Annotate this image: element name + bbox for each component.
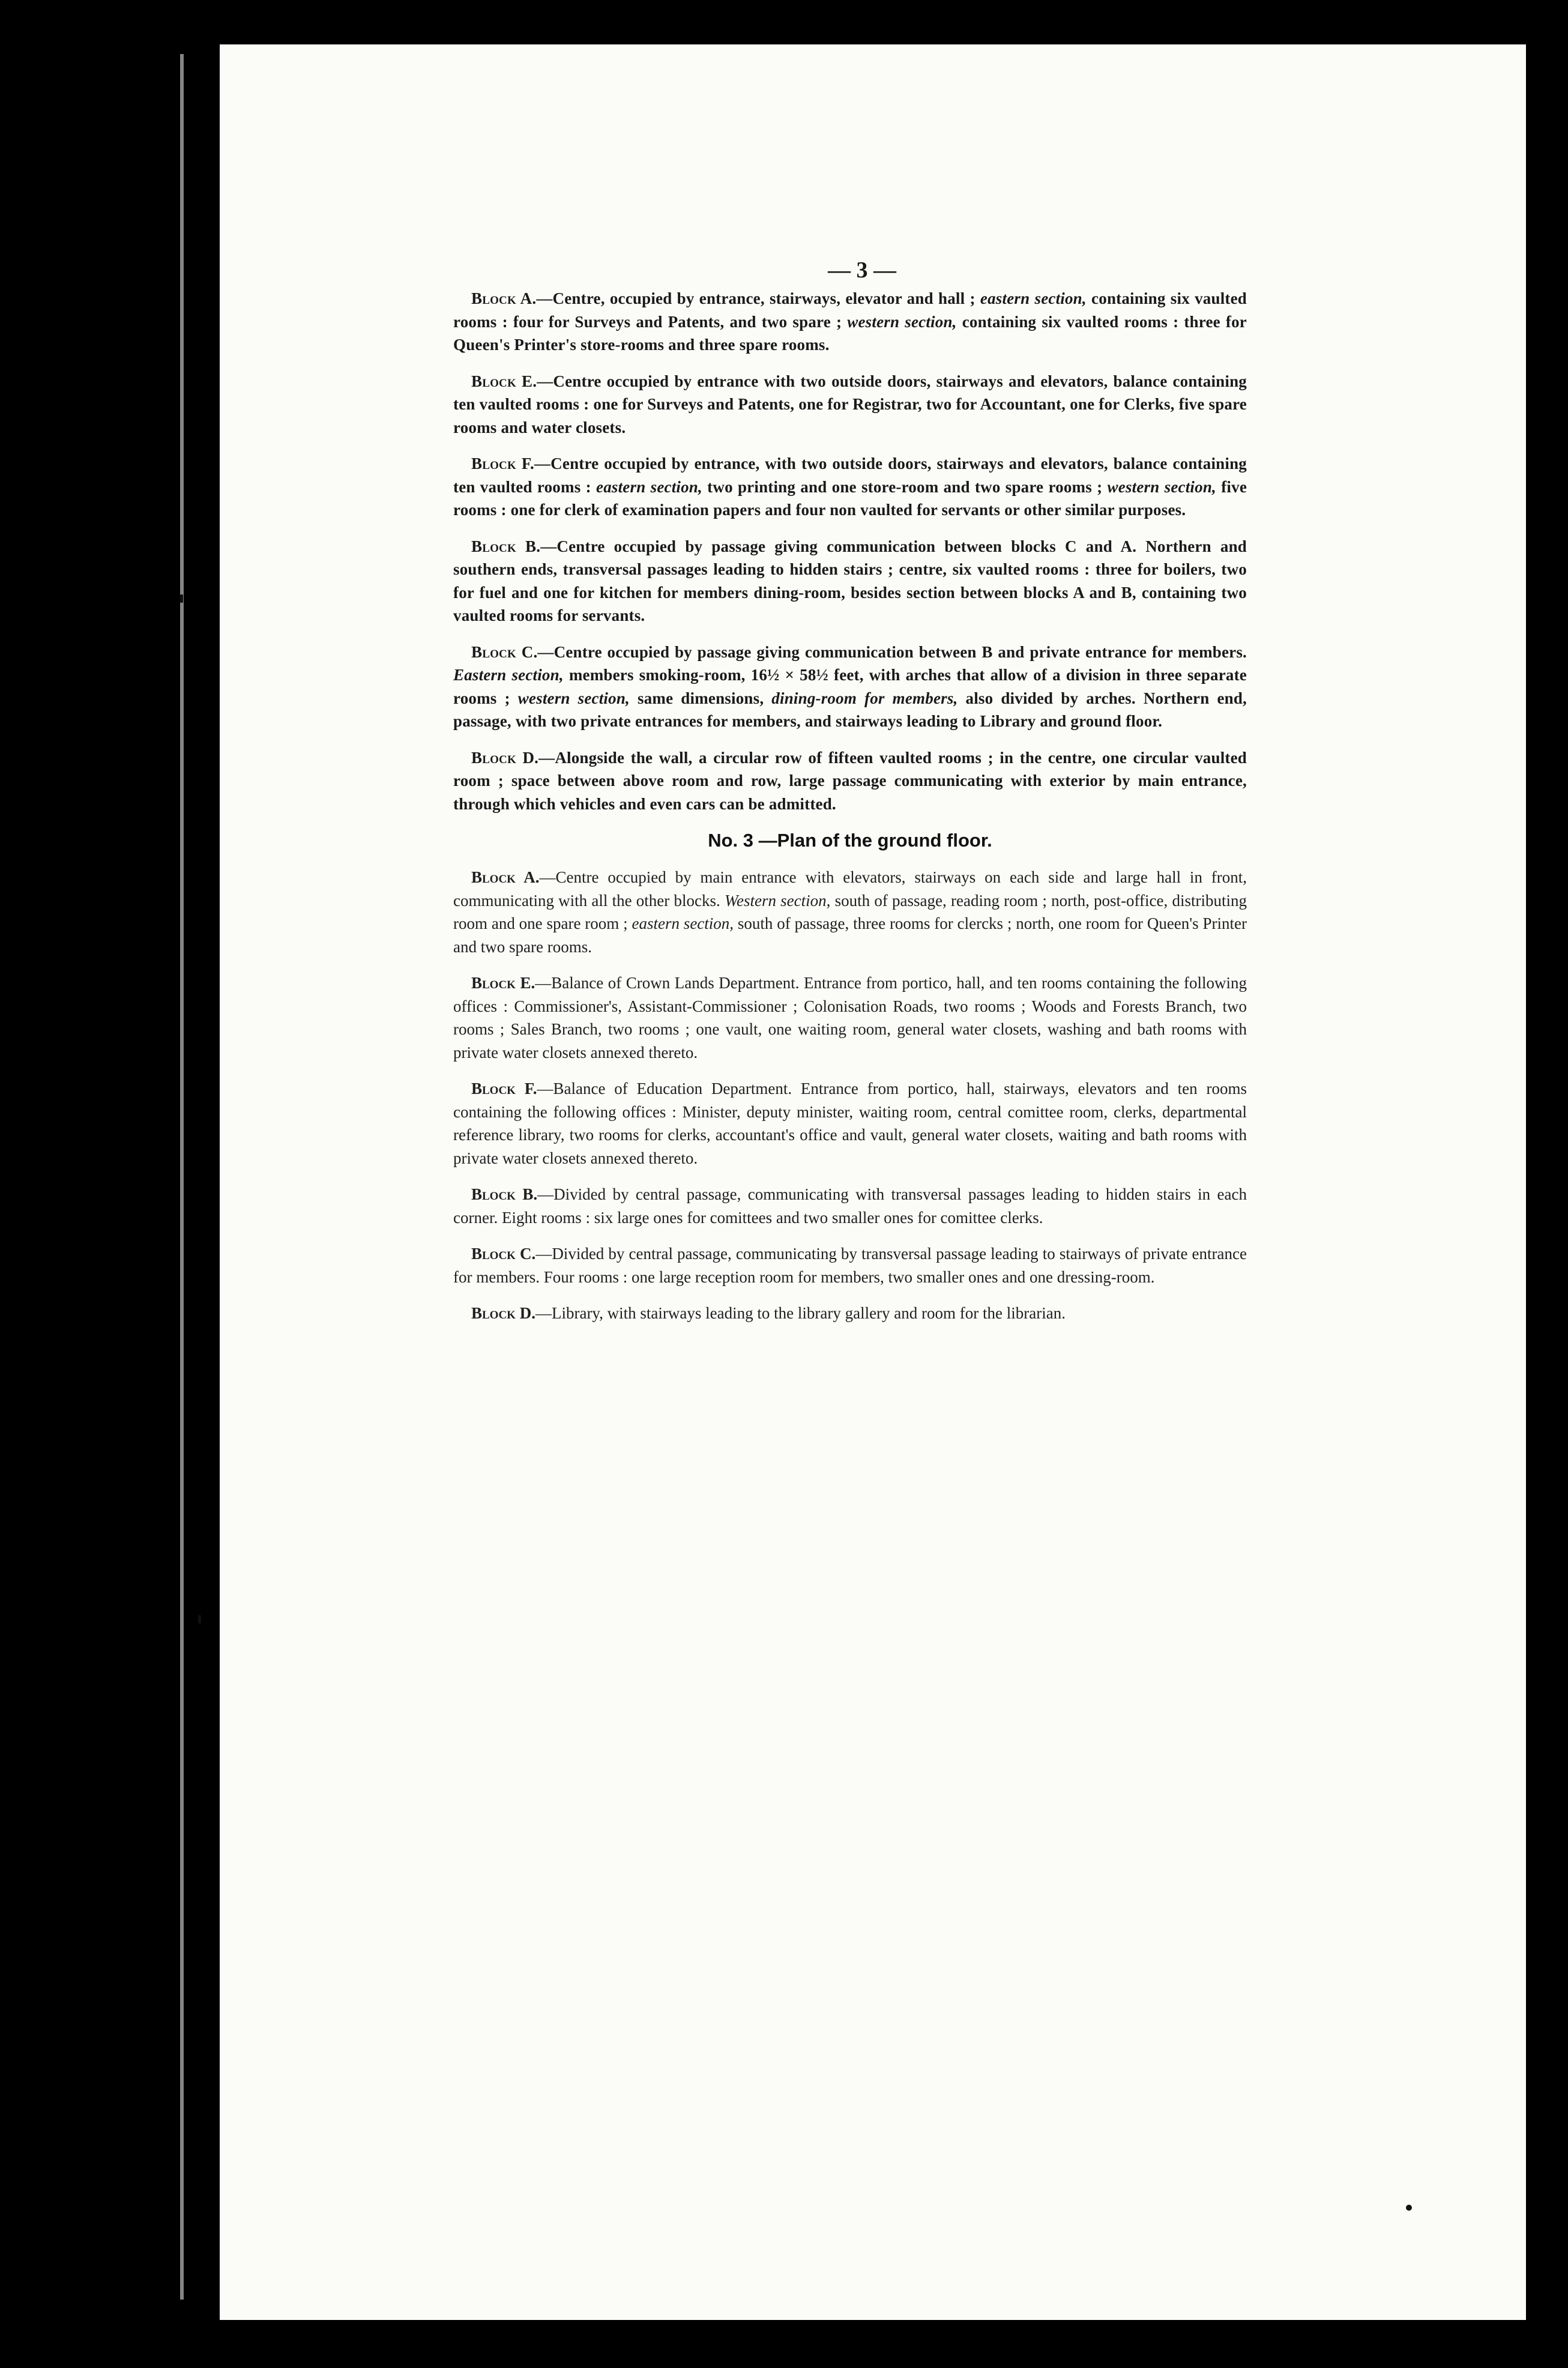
paragraph-text: also divided by arches. Northern end, passage, with two private entrances for members, and stairways leading to Library and ground floor. xyxy=(453,689,1247,730)
paragraph-text: two printing and one store-room and two spare rooms ; xyxy=(702,477,1108,496)
block-paragraph xyxy=(453,971,1247,1064)
block-paragraph xyxy=(453,1077,1247,1170)
paragraph-text: —Library, with stairways leading to the library gallery and room for the librarian. xyxy=(535,1304,1066,1322)
section-heading: No. 3 —Plan of the ground floor. xyxy=(708,830,992,851)
block-label: Block E. xyxy=(471,372,537,390)
block-label: Block F. xyxy=(471,455,534,473)
lower-section xyxy=(453,866,1247,1325)
block-label: Block B. xyxy=(471,1185,538,1203)
block-label: Block D. xyxy=(471,748,539,767)
block-paragraph xyxy=(453,535,1247,627)
italic-text: Eastern section, xyxy=(453,666,564,684)
italic-text: western section, xyxy=(1107,477,1217,496)
paragraph-text: —Centre, occupied by entrance, stairways, elevator and hall ; xyxy=(536,289,980,307)
paragraph-text: —Alongside the wall, a circular row of fifteen vaulted rooms ; in the centre, one circular vaulted room ; space between above room and row, large passage communicating with exterior by main entrance, through which vehicles and even cars can be admitted. xyxy=(453,748,1247,813)
paragraph-text: south of passage, three rooms for clercks ; north, one room for Queen's Printer and two spare rooms. xyxy=(453,914,1247,956)
block-label: Block A. xyxy=(471,289,537,307)
block-paragraph xyxy=(453,287,1247,357)
block-paragraph xyxy=(453,866,1247,958)
page-fold-edge xyxy=(180,54,184,2300)
paragraph-text: —Centre occupied by passage giving communication between blocks C and A. Northern and southern ends, transversal passages leading to hidden stairs ; centre, six vaulted rooms : three for boilers, two for fuel and one for kitchen for members dining-room, besides section between blocks A and B, containing two vaulted rooms for servants. xyxy=(453,537,1247,624)
block-label: Block C. xyxy=(471,1245,536,1263)
italic-text: eastern section, xyxy=(596,477,702,496)
paragraph-text: same dimensions, xyxy=(629,689,772,707)
paragraph-text: —Centre occupied by entrance with two outside doors, stairways and elevators, balance containing ten vaulted rooms : one for Surveys and Patents, one for Registrar, two for Accountant, one for Clerks, five spare rooms and water closets. xyxy=(453,372,1247,436)
page-text-area xyxy=(453,258,1247,1338)
block-paragraph xyxy=(453,370,1247,439)
paragraph-text: members smoking-room, 16½ × 58½ feet, with arches that allow of a division in three separate rooms ; xyxy=(453,666,1247,707)
block-paragraph xyxy=(453,1183,1247,1229)
italic-text: western section, xyxy=(517,689,630,707)
paragraph-text: south of passage, reading room ; north, post-office, distributing room and one spare room ; xyxy=(453,891,1247,932)
block-label: Block C. xyxy=(471,642,538,661)
paragraph-text: —Centre occupied by entrance, with two outside doors, stairways and elevators, balance containing ten vaulted rooms : xyxy=(453,455,1247,496)
block-label: Block E. xyxy=(471,974,535,992)
block-paragraph xyxy=(453,1302,1247,1325)
italic-text: eastern section, xyxy=(632,914,734,932)
paragraph-text: five rooms : one for clerk of examination papers and four non vaulted for servants or other similar purposes. xyxy=(453,477,1247,519)
block-label: Block D. xyxy=(471,1304,535,1322)
paragraph-text: —Divided by central passage, communicating by transversal passage leading to stairways of private entrance for members. Four rooms : one large reception room for members, two smaller ones and one dressing-room. xyxy=(453,1245,1247,1286)
block-paragraph xyxy=(453,641,1247,733)
scan-speck xyxy=(1406,2205,1412,2211)
page-number: — 3 — xyxy=(828,258,896,283)
italic-text: dining-room for members, xyxy=(771,689,958,707)
italic-text: Western section, xyxy=(724,891,831,910)
paragraph-text: containing six vaulted rooms : three for Queen's Printer's store-rooms and three spare rooms. xyxy=(453,312,1247,354)
paragraph-text: —Balance of Crown Lands Department. Entrance from portico, hall, and ten rooms containing the following offices : Commissioner's, Assistant-Commissioner ; Colonisation Roads, two rooms ; Woods and Forests Branch, two rooms ; Sales Branch, two rooms ; one vault, one waiting room, general water closets, washing and bath rooms with private water closets annexed thereto. xyxy=(453,974,1247,1062)
scan-speck xyxy=(198,1615,201,1623)
block-label: Block F. xyxy=(471,1080,537,1098)
paragraph-text: —Balance of Education Department. Entrance from portico, hall, stairways, elevators and ten rooms containing the following offices : Minister, deputy minister, waiting room, central comittee room, clerks, departmental reference library, two rooms for clerks, accountant's office and vault, general water closets, waiting and bath rooms with private water closets annexed thereto. xyxy=(453,1080,1247,1167)
block-paragraph xyxy=(453,746,1247,816)
italic-text: eastern section, xyxy=(980,289,1087,307)
paragraph-text: containing six vaulted rooms : four for Surveys and Patents, and two spare ; xyxy=(453,289,1247,331)
paragraph-text: —Divided by central passage, communicating with transversal passages leading to hidden stairs in each corner. Eight rooms : six large ones for comittees and two smaller ones for comittee clerks. xyxy=(453,1185,1247,1227)
scan-speck xyxy=(180,594,183,603)
upper-section xyxy=(453,287,1247,815)
block-label: Block A. xyxy=(471,868,540,886)
paragraph-text: —Centre occupied by main entrance with elevators, stairways on each side and large hall in front, communicating with all the other blocks. xyxy=(453,868,1247,910)
paragraph-text: —Centre occupied by passage giving communication between B and private entrance for members. xyxy=(537,642,1247,661)
block-paragraph xyxy=(453,452,1247,522)
block-label: Block B. xyxy=(471,537,541,555)
italic-text: western section, xyxy=(847,312,957,331)
block-paragraph xyxy=(453,1242,1247,1288)
